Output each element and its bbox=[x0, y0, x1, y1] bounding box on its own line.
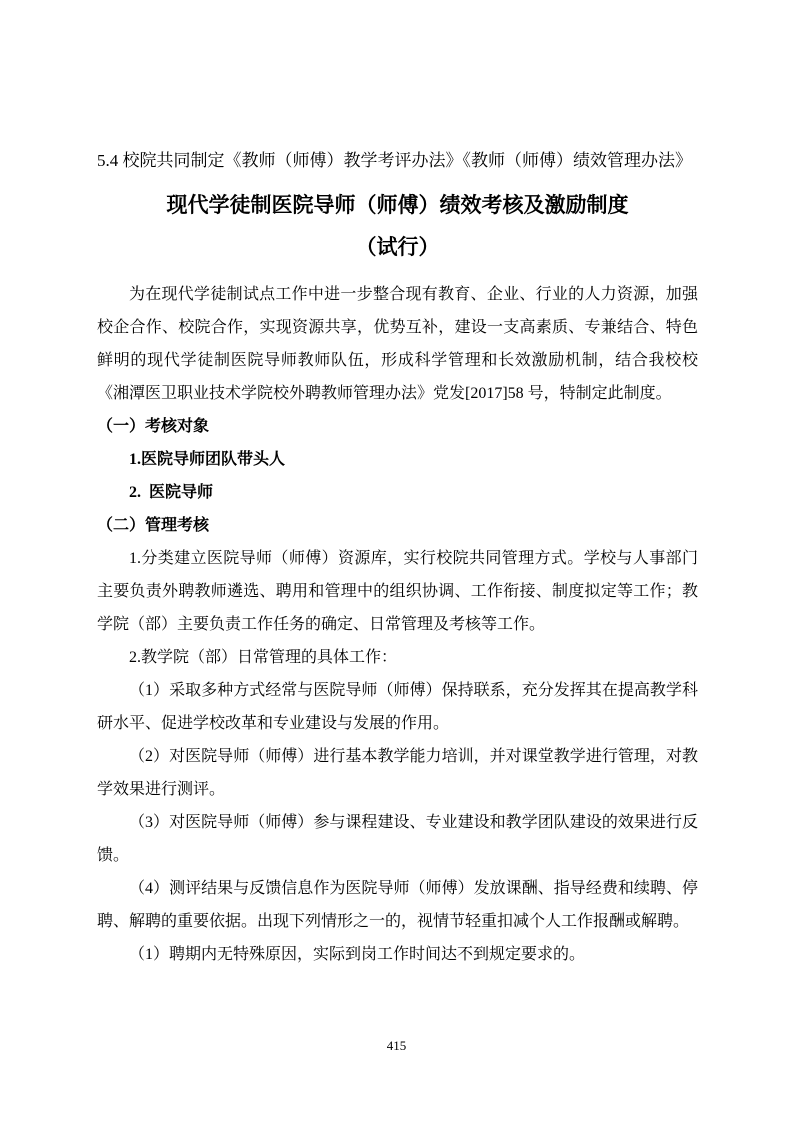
paragraph-resource-pool: 1.分类建立医院导师（师傅）资源库，实行校院共同管理方式。学校与人事部门主要负责外聘教师遴选、聘用和管理中的组织协调、工作衔接、制度拟定等工作；教学院（部）主要负责工作任务的确定、日常管理及考核等工作。 bbox=[97, 550, 698, 633]
section-reference-line: 5.4 校院共同制定《教师（师傅）教学考评办法》《教师（师傅）绩效管理办法》 bbox=[97, 151, 692, 170]
section-heading-assessment-targets: （一）考核对象 bbox=[97, 418, 210, 435]
paragraph-point-1-contact: （1）采取多种方式经常与医院导师（师傅）保持联系，充分发挥其在提高教学科研水平、促进学校改革和专业建设与发展的作用。 bbox=[97, 682, 698, 732]
paragraph-point-2-training: （2）对医院导师（师傅）进行基本教学能力培训，并对课堂教学进行管理，对教学效果进行测评。 bbox=[97, 748, 698, 798]
document-title: 现代学徒制医院导师（师傅）绩效考核及激励制度 bbox=[166, 193, 629, 217]
list-item-hospital-mentor: 2. 医院导师 bbox=[129, 484, 214, 501]
paragraph-daily-management-intro: 2.教学院（部）日常管理的具体工作： bbox=[129, 649, 398, 666]
document-subtitle: （试行） bbox=[355, 235, 440, 259]
intro-paragraph: 为在现代学徒制试点工作中进一步整合现有教育、企业、行业的人力资源，加强校企合作、校院合作，实现资源共享，优势互补，建设一支高素质、专兼结合、特色鲜明的现代学徒制医院导师教师队伍，形成科学管理和长效激励机制，结合我校校《湘潭医卫职业技术学院校外聘教师管理办法》党发[2017]58 号，特制定此制度。 bbox=[97, 286, 698, 402]
document-content bbox=[97, 140, 698, 971]
paragraph-point-4-evaluation-basis: （4）测评结果与反馈信息作为医院导师（师傅）发放课酬、指导经费和续聘、停聘、解聘的重要依据。出现下列情形之一的，视情节轻重扣减个人工作报酬或解聘。 bbox=[97, 880, 698, 930]
paragraph-condition-1-attendance: （1）聘期内无特殊原因，实际到岗工作时间达不到规定要求的。 bbox=[129, 946, 586, 963]
section-heading-management-assessment: （二）管理考核 bbox=[97, 517, 210, 534]
page-number: 415 bbox=[386, 1038, 407, 1053]
paragraph-point-3-feedback: （3）对医院导师（师傅）参与课程建设、专业建设和教学团队建设的效果进行反馈。 bbox=[97, 814, 698, 864]
list-item-team-leader: 1.医院导师团队带头人 bbox=[129, 451, 286, 468]
